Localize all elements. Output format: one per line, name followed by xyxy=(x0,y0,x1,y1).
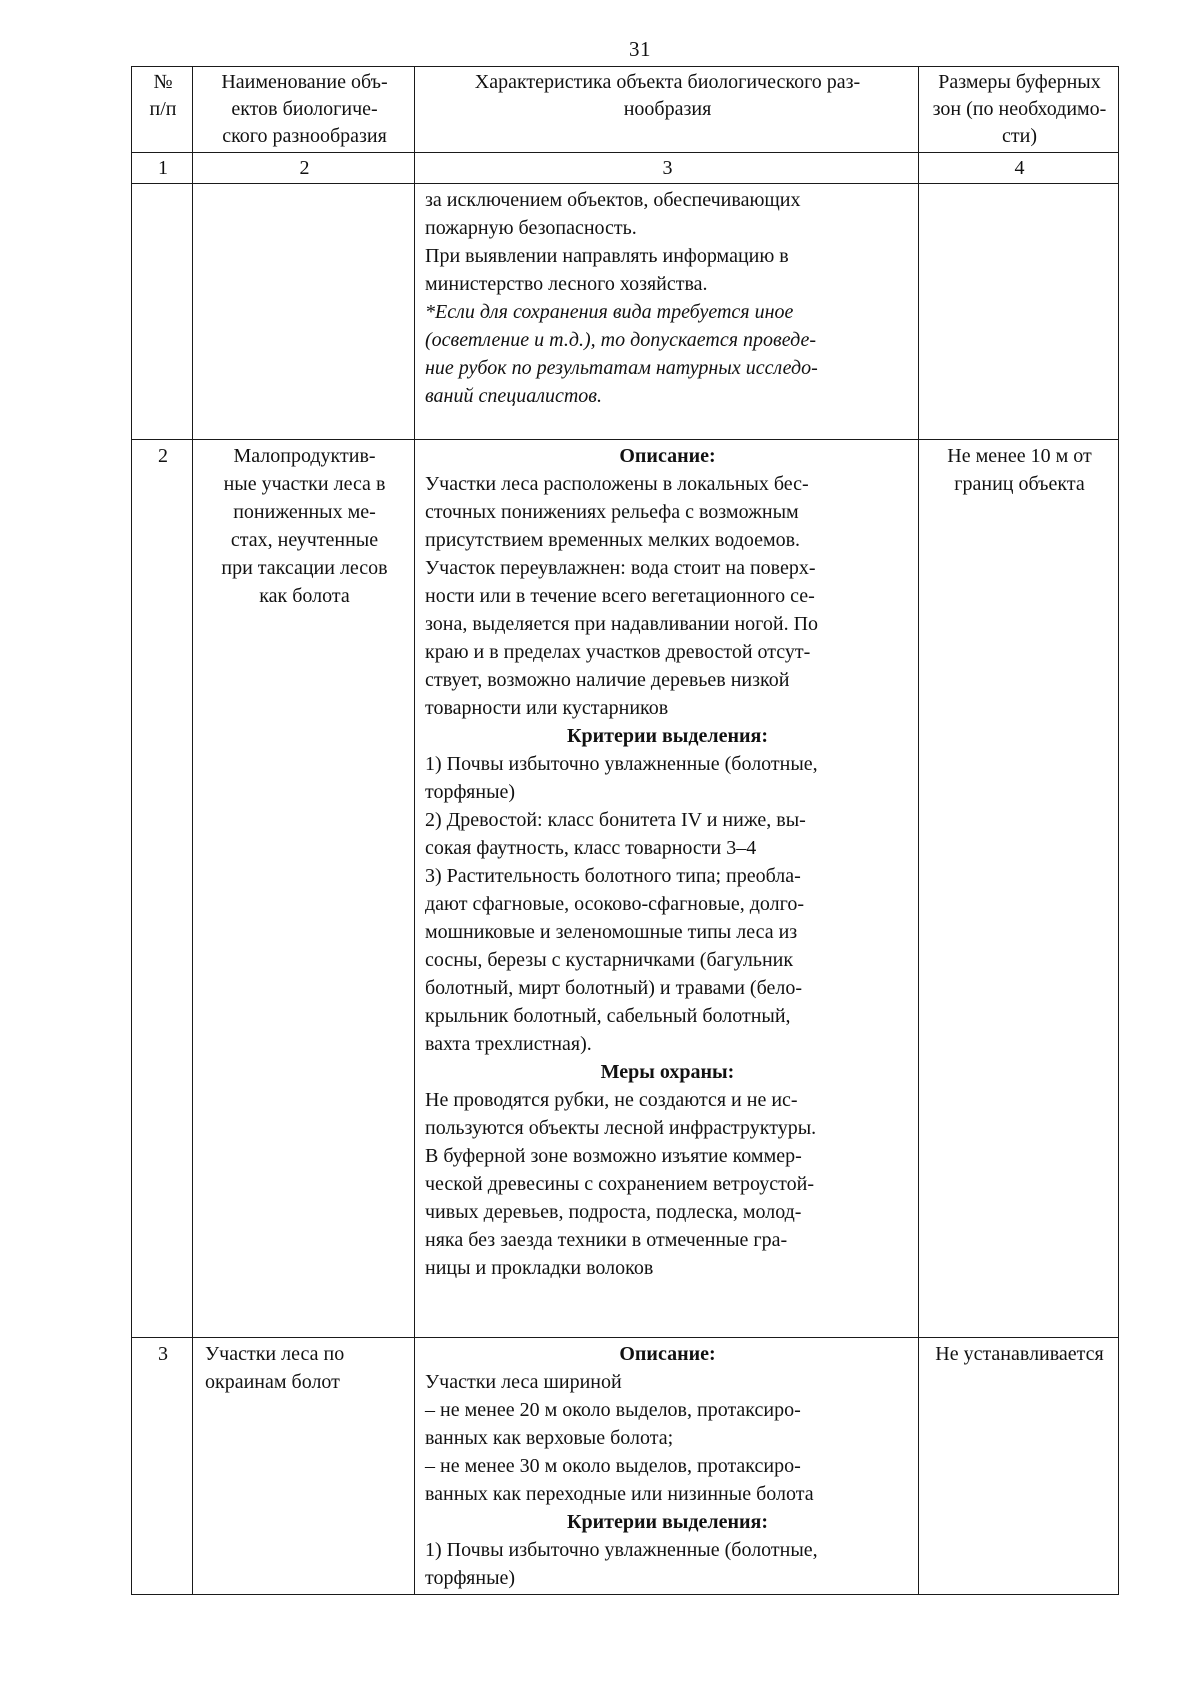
header-object-name: Наименование объ- ектов биологиче- ского разнообразия xyxy=(193,67,415,153)
object-name: Участки леса по окраинам болот xyxy=(193,1338,415,1595)
row-number: 3 xyxy=(132,1338,193,1595)
object-characteristics: Описание: Участки леса шириной – не менее 20 м около выделов, протаксиро- ванных как верховые болота; – не менее 30 м около выделов, протаксиро- ванных как переходные или низинные болота Критерии выделения: 1) Почвы избыточно увлажненные (болотные, торфяные) xyxy=(415,1338,919,1595)
column-number-row xyxy=(132,153,1119,184)
object-name: Малопродуктив- ные участки леса в пониженных ме- стах, неучтенные при таксации лесов как болота xyxy=(193,440,415,1338)
empty-cell xyxy=(193,184,415,440)
description-heading: Описание: xyxy=(619,445,716,467)
row-number: 2 xyxy=(132,440,193,1338)
biodiversity-table xyxy=(131,66,1119,1595)
buffer-zone-size: Не устанавливается xyxy=(919,1338,1119,1595)
buffer-zone-size: Не менее 10 м от границ объекта xyxy=(919,440,1119,1338)
column-number: 3 xyxy=(415,153,919,184)
continuation-text: за исключением объектов, обеспечивающих пожарную безопасность. При выявлении направлять информацию в министерство лесного хозяйства. *Если для сохранения вида требуется иное (осветление и т.д.), то допускается проведе- ние рубок по результатам натурных исследо- ваний специалистов. xyxy=(415,184,919,440)
criteria-heading: Критерии выделения: xyxy=(566,1511,769,1533)
empty-cell xyxy=(132,184,193,440)
table-row-continuation xyxy=(132,184,1119,440)
criteria-heading: Критерии выделения: xyxy=(566,725,769,747)
header-buffer-zones: Размеры буферных зон (по необходимо- сти) xyxy=(919,67,1119,153)
table-row xyxy=(132,440,1119,1338)
object-characteristics: Описание: Участки леса расположены в локальных бес- сточных понижениях рельефа с возможным присутствием временных мелких водоемов. Участок переувлажнен: вода стоит на поверх- ности или в течение всего вегетационного се- зона, выделяется при надавливании ногой. По краю и в пределах участков древостой отсут- ствует, возможно наличие деревьев низкой товарности или кустарников Критерии выделения: 1) Почвы избыточно увлажненные (болотные, торфяные) 2) Древостой: класс бонитета IV и ниже, вы- сокая фаутность, класс товарности 3–4 3) Растительность болотного типа; преобла- дают сфагновые, осоково-сфагновые, долго- мошниковые и зеленомошные типы леса из сосны, березы с кустарничками (багульник болотный, мирт болотный) и травами (бело- крыльник болотный, сабельный болотный, вахта трехлистная). Меры охраны: Не проводятся рубки, не создаются и не ис- пользуются объекты лесной инфраструктуры. В буферной зоне возможно изъятие коммер- ческой древесины с сохранением ветроустой- чивых деревьев, подроста, подлеска, молод- няка без заезда техники в отмеченные гра- ницы и прокладки волоков xyxy=(415,440,919,1338)
column-number: 2 xyxy=(193,153,415,184)
column-number: 4 xyxy=(919,153,1119,184)
empty-cell xyxy=(919,184,1119,440)
page-number: 31 xyxy=(629,37,651,61)
header-number: № п/п xyxy=(132,67,193,153)
table-header-row xyxy=(132,67,1119,153)
measures-heading: Меры охраны: xyxy=(600,1061,735,1083)
column-number: 1 xyxy=(132,153,193,184)
description-heading: Описание: xyxy=(619,1343,716,1365)
header-characteristics: Характеристика объекта биологического раз- нообразия xyxy=(415,67,919,153)
table-row xyxy=(132,1338,1119,1595)
